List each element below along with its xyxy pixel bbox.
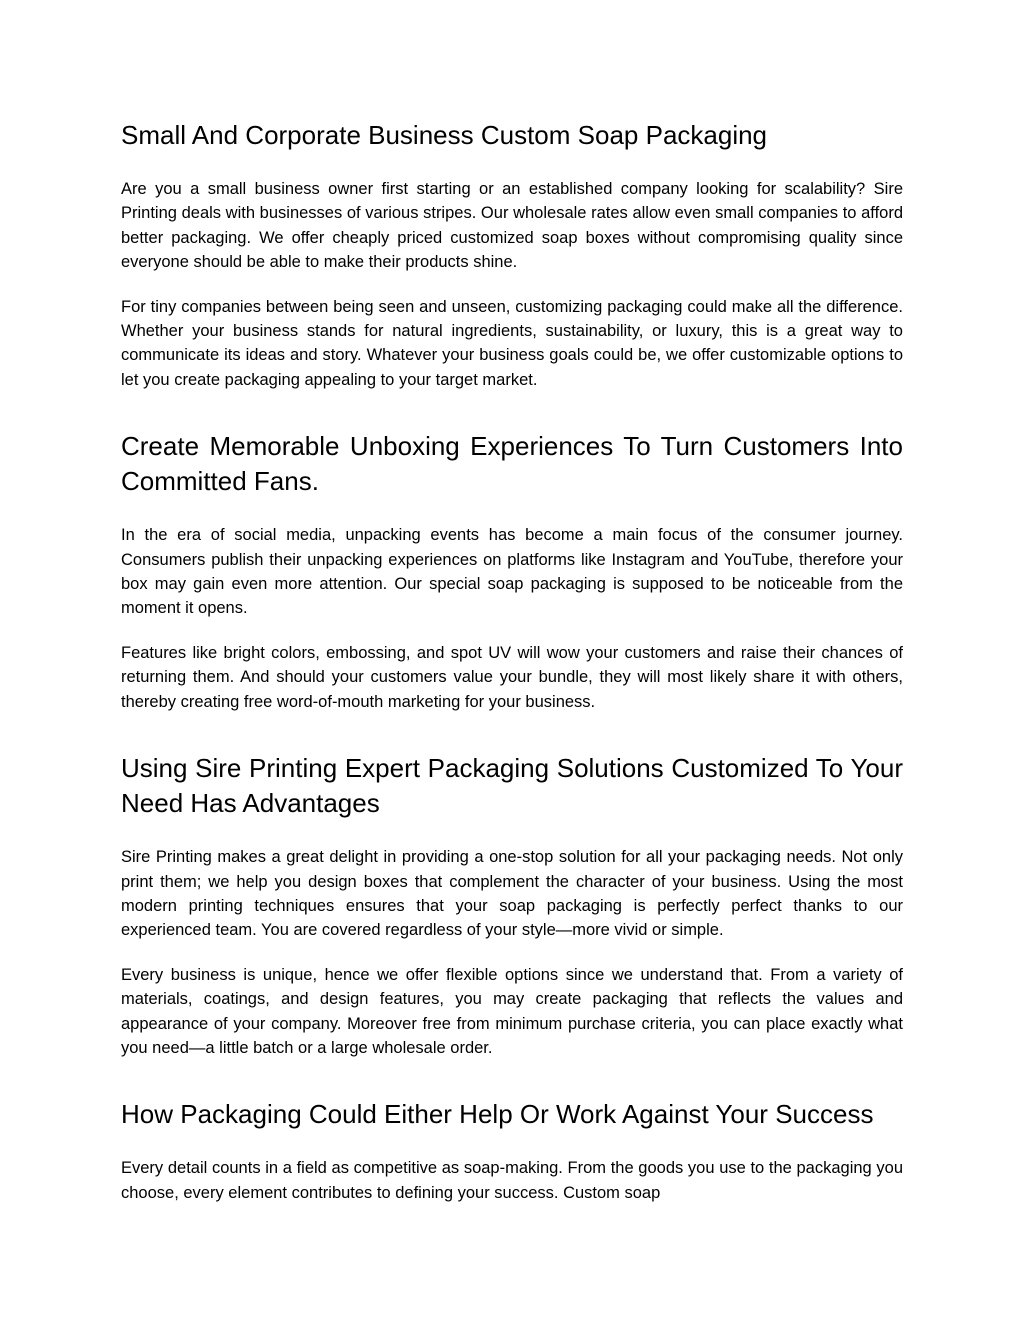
section-heading: Small And Corporate Business Custom Soap Packaging	[121, 120, 768, 150]
paragraph: Are you a small business owner first starting or an established company looking for scalability? Sire Printing deals with businesses of various stripes. Our wholesale rates allow even small companies to afford better packaging. We offer cheaply priced customized soap boxes without compromising quality since everyone should be able to make their products shine.	[121, 180, 903, 272]
paragraph: Sire Printing makes a great delight in providing a one-stop solution for all your packaging needs. Not only print them; we help you design boxes that complement the character of your business. Using the most modern printing techniques ensures that your soap packaging is perfectly perfect thanks to our experienced team. You are covered regardless of your style—more vivid or simple.	[121, 848, 903, 940]
paragraph: Every detail counts in a field as competitive as soap-making. From the goods you use to the packaging you choose, every element contributes to defining your success. Custom soap	[121, 1159, 903, 1202]
section-heading: Using Sire Printing Expert Packaging Solutions Customized To Your Need Has Advantages	[121, 753, 903, 819]
paragraph: Every business is unique, hence we offer flexible options since we understand that. From a variety of materials, coatings, and design features, you may create packaging that reflects the values and appearance of your company. Moreover free from minimum purchase criteria, you can place exactly what you need—a little batch or a large wholesale order.	[121, 965, 903, 1057]
section-heading: How Packaging Could Either Help Or Work Against Your Success	[121, 1099, 874, 1130]
section-heading: Create Memorable Unboxing Experiences To Turn Customers Into Committed Fans.	[121, 431, 903, 497]
paragraph: In the era of social media, unpacking events has become a main focus of the consumer journey. Consumers publish their unpacking experiences on platforms like Instagram and YouTube, therefore your box may gain even more attention. Our special soap packaging is supposed to be noticeable from the moment it opens.	[121, 526, 903, 618]
document-page	[121, 118, 903, 1205]
paragraph: For tiny companies between being seen and unseen, customizing packaging could make all the difference. Whether your business stands for natural ingredients, sustainability, or luxury, this is a great way to communicate its ideas and story. Whatever your business goals could be, we offer customizable options to let you create packaging appealing to your target market.	[121, 297, 903, 389]
paragraph: Features like bright colors, embossing, and spot UV will wow your customers and raise their chances of returning them. And should your customers value your bundle, they will most likely share it with others, thereby creating free word-of-mouth marketing for your business.	[121, 643, 903, 711]
